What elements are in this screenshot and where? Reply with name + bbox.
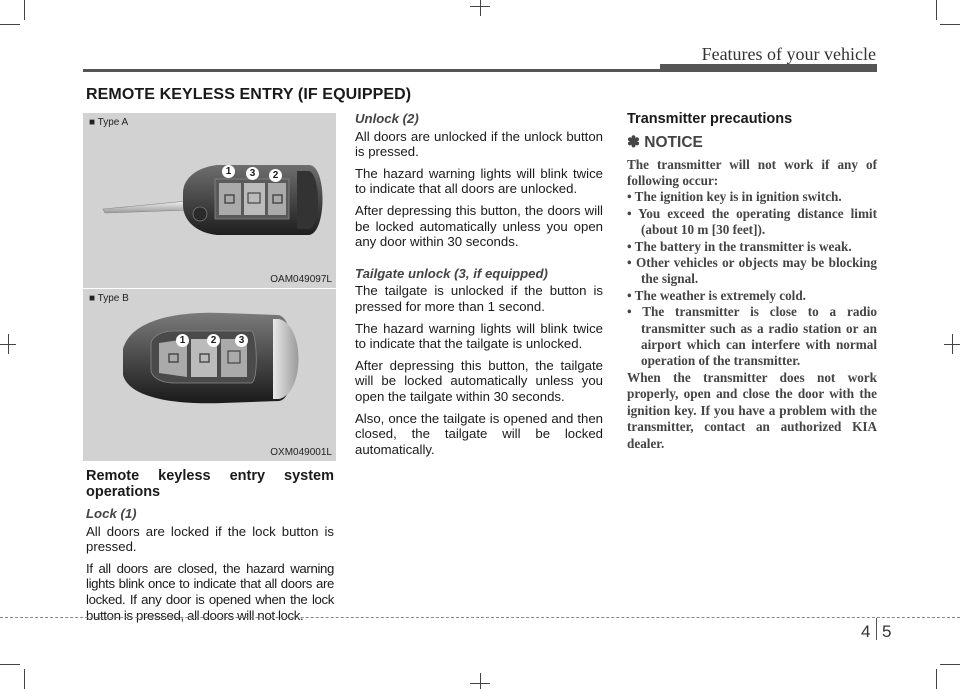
crop-mark [0, 664, 20, 665]
unlock-title: Unlock (2) [355, 111, 419, 126]
unlock-paragraph-1: All doors are unlocked if the unlock button is pressed. [355, 128, 603, 160]
crop-mark [940, 664, 960, 665]
crop-mark [952, 334, 953, 354]
chapter-number: 4 [861, 622, 871, 641]
notice-bullet: • The transmitter is close to a radio transmitter such as a radio station or an airport which can interfere with normal operation of the transmitter. [627, 304, 877, 369]
crop-mark [940, 24, 960, 25]
unlock-paragraph-3: After depressing this button, the doors will be locked automatically unless you open any door within 30 seconds. [355, 202, 603, 250]
notice-bullet: • The weather is extremely cold. [627, 287, 806, 303]
tailgate-paragraph-4: Also, once the tailgate is opened and then closed, the tailgate will be locked automatically. [355, 410, 603, 457]
column-2 [355, 111, 603, 463]
figure-type-a [83, 113, 336, 288]
operations-heading: Remote keyless entry system operations [86, 468, 334, 500]
callout-2: 2 [207, 334, 220, 347]
section-title: REMOTE KEYLESS ENTRY (IF EQUIPPED) [86, 86, 412, 103]
page-header-title: Features of your vehicle [701, 44, 876, 64]
page-number: 5 [882, 622, 892, 641]
callout-1: 1 [222, 165, 235, 178]
notice-outro: When the transmitter does not work properly, open and close the door with the ignition key. If you have a problem with the transmitter, contact an authorized KIA dealer. [627, 369, 877, 451]
column-1 [86, 468, 334, 629]
lock-paragraph-2: If all doors are closed, the hazard warning lights blink once to indicate that all doors are locked. If any door is opened when the lock button is pressed, all doors will not lock. [86, 560, 334, 623]
precautions-heading: Transmitter precautions [627, 111, 793, 127]
crop-mark [936, 669, 937, 689]
footer-rule [0, 617, 960, 618]
crop-mark [470, 683, 490, 684]
notice-bullet: • The ignition key is in ignition switch. [627, 189, 842, 205]
crop-mark [480, 673, 481, 689]
notice-bullet: • The battery in the transmitter is weak. [627, 238, 852, 254]
crop-mark [8, 334, 9, 354]
figure-label: ■ Type B [89, 293, 129, 304]
crop-mark [24, 669, 25, 689]
notice-body [627, 157, 877, 452]
tailgate-title: Tailgate unlock (3, if equipped) [355, 265, 548, 281]
smart-key-illustration [83, 289, 336, 461]
footer-separator [876, 618, 877, 640]
unlock-paragraph-2: The hazard warning lights will blink twice to indicate that all doors are unlocked. [355, 165, 603, 197]
notice-bullet: • You exceed the operating distance limit (about 10 m [30 feet]). [627, 205, 877, 238]
callout-3: 3 [235, 334, 248, 347]
callout-1: 1 [176, 334, 189, 347]
crop-mark [470, 6, 490, 7]
lock-paragraph-1: All doors are locked if the lock button is pressed. [86, 523, 334, 555]
column-3 [627, 111, 877, 452]
tailgate-paragraph-2: The hazard warning lights will blink twice to indicate that the tailgate is unlocked. [355, 320, 603, 352]
tailgate-paragraph-1: The tailgate is unlocked if the button is pressed for more than 1 second. [355, 283, 603, 314]
figure-type-b [83, 289, 336, 461]
crop-mark [0, 24, 20, 25]
crop-mark [24, 0, 25, 20]
notice-heading: ✽ NOTICE [627, 134, 703, 151]
figure-code: OXM049001L [270, 447, 332, 458]
notice-bullet: • Other vehicles or objects may be blocking the signal. [627, 255, 877, 287]
callout-2: 2 [269, 169, 282, 182]
flip-key-illustration [83, 113, 336, 288]
notice-intro: The transmitter will not work if any of following occur: [627, 156, 877, 188]
crop-mark [936, 0, 937, 20]
figure-code: OAM049097L [270, 274, 332, 285]
callout-3: 3 [246, 167, 259, 180]
figure-label: ■ Type A [89, 117, 129, 128]
lock-title: Lock (1) [86, 506, 137, 521]
header-tab [660, 64, 877, 72]
tailgate-paragraph-3: After depressing this button, the tailgate will be locked automatically unless you open the tailgate within 30 seconds. [355, 357, 603, 404]
crop-mark [480, 0, 481, 16]
